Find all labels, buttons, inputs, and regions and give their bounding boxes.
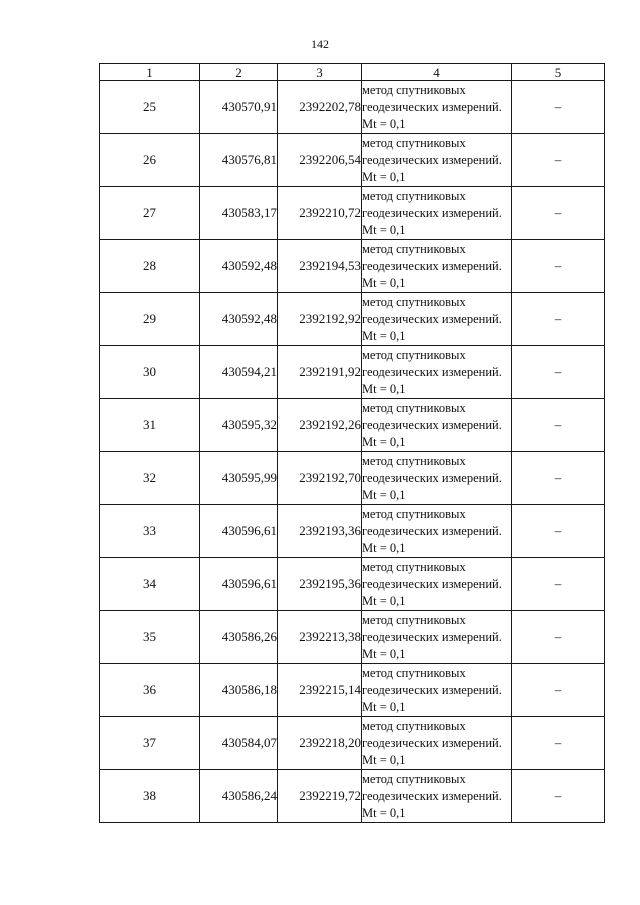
table-row xyxy=(100,770,605,823)
note-cell: – xyxy=(512,346,605,399)
y-coordinate-cell: 2392191,92 xyxy=(278,346,362,399)
x-coordinate-cell: 430595,99 xyxy=(200,452,278,505)
note-cell: – xyxy=(512,558,605,611)
table-row xyxy=(100,717,605,770)
header-row xyxy=(100,64,605,81)
x-coordinate-cell: 430586,26 xyxy=(200,611,278,664)
table-row xyxy=(100,664,605,717)
y-coordinate-cell: 2392193,36 xyxy=(278,505,362,558)
point-number-cell: 26 xyxy=(100,134,200,187)
note-cell: – xyxy=(512,717,605,770)
table-row xyxy=(100,399,605,452)
y-coordinate-cell: 2392192,26 xyxy=(278,399,362,452)
method-cell: метод спутниковых геодезических измерений. Mt = 0,1 xyxy=(362,293,512,346)
note-cell: – xyxy=(512,611,605,664)
y-coordinate-cell: 2392202,78 xyxy=(278,81,362,134)
y-coordinate-cell: 2392192,70 xyxy=(278,452,362,505)
y-coordinate-cell: 2392218,20 xyxy=(278,717,362,770)
table-row xyxy=(100,505,605,558)
point-number-cell: 25 xyxy=(100,81,200,134)
point-number-cell: 35 xyxy=(100,611,200,664)
x-coordinate-cell: 430586,18 xyxy=(200,664,278,717)
note-cell: – xyxy=(512,505,605,558)
point-number-cell: 33 xyxy=(100,505,200,558)
y-coordinate-cell: 2392213,38 xyxy=(278,611,362,664)
table-row xyxy=(100,452,605,505)
method-cell: метод спутниковых геодезических измерений. Mt = 0,1 xyxy=(362,452,512,505)
note-cell: – xyxy=(512,81,605,134)
method-cell: метод спутниковых геодезических измерений. Mt = 0,1 xyxy=(362,717,512,770)
point-number-cell: 29 xyxy=(100,293,200,346)
x-coordinate-cell: 430570,91 xyxy=(200,81,278,134)
method-cell: метод спутниковых геодезических измерений. Mt = 0,1 xyxy=(362,399,512,452)
point-number-cell: 34 xyxy=(100,558,200,611)
y-coordinate-cell: 2392195,36 xyxy=(278,558,362,611)
column-header-4: 4 xyxy=(362,64,512,81)
table-header xyxy=(100,64,605,81)
point-number-cell: 27 xyxy=(100,187,200,240)
method-cell: метод спутниковых геодезических измерений. Mt = 0,1 xyxy=(362,81,512,134)
point-number-cell: 32 xyxy=(100,452,200,505)
note-cell: – xyxy=(512,134,605,187)
method-cell: метод спутниковых геодезических измерений. Mt = 0,1 xyxy=(362,240,512,293)
note-cell: – xyxy=(512,664,605,717)
y-coordinate-cell: 2392194,53 xyxy=(278,240,362,293)
x-coordinate-cell: 430596,61 xyxy=(200,558,278,611)
note-cell: – xyxy=(512,187,605,240)
x-coordinate-cell: 430596,61 xyxy=(200,505,278,558)
note-cell: – xyxy=(512,399,605,452)
y-coordinate-cell: 2392192,92 xyxy=(278,293,362,346)
y-coordinate-cell: 2392206,54 xyxy=(278,134,362,187)
table-row xyxy=(100,134,605,187)
method-cell: метод спутниковых геодезических измерений. Mt = 0,1 xyxy=(362,134,512,187)
x-coordinate-cell: 430586,24 xyxy=(200,770,278,823)
method-cell: метод спутниковых геодезических измерений. Mt = 0,1 xyxy=(362,611,512,664)
method-cell: метод спутниковых геодезических измерений. Mt = 0,1 xyxy=(362,770,512,823)
x-coordinate-cell: 430583,17 xyxy=(200,187,278,240)
method-cell: метод спутниковых геодезических измерений. Mt = 0,1 xyxy=(362,505,512,558)
table-row xyxy=(100,611,605,664)
x-coordinate-cell: 430594,21 xyxy=(200,346,278,399)
note-cell: – xyxy=(512,240,605,293)
column-header-2: 2 xyxy=(200,64,278,81)
column-header-3: 3 xyxy=(278,64,362,81)
table-row xyxy=(100,240,605,293)
table-row xyxy=(100,558,605,611)
y-coordinate-cell: 2392215,14 xyxy=(278,664,362,717)
table-row xyxy=(100,81,605,134)
y-coordinate-cell: 2392219,72 xyxy=(278,770,362,823)
point-number-cell: 37 xyxy=(100,717,200,770)
table-row xyxy=(100,187,605,240)
note-cell: – xyxy=(512,293,605,346)
y-coordinate-cell: 2392210,72 xyxy=(278,187,362,240)
point-number-cell: 30 xyxy=(100,346,200,399)
note-cell: – xyxy=(512,452,605,505)
x-coordinate-cell: 430584,07 xyxy=(200,717,278,770)
method-cell: метод спутниковых геодезических измерений. Mt = 0,1 xyxy=(362,346,512,399)
x-coordinate-cell: 430592,48 xyxy=(200,240,278,293)
point-number-cell: 38 xyxy=(100,770,200,823)
point-number-cell: 28 xyxy=(100,240,200,293)
note-cell: – xyxy=(512,770,605,823)
column-header-5: 5 xyxy=(512,64,605,81)
coordinates-table xyxy=(99,63,605,823)
page-number: 142 xyxy=(311,37,329,51)
table-row xyxy=(100,346,605,399)
method-cell: метод спутниковых геодезических измерений. Mt = 0,1 xyxy=(362,664,512,717)
point-number-cell: 36 xyxy=(100,664,200,717)
table-body xyxy=(100,81,605,823)
x-coordinate-cell: 430595,32 xyxy=(200,399,278,452)
x-coordinate-cell: 430576,81 xyxy=(200,134,278,187)
x-coordinate-cell: 430592,48 xyxy=(200,293,278,346)
method-cell: метод спутниковых геодезических измерений. Mt = 0,1 xyxy=(362,558,512,611)
table-row xyxy=(100,293,605,346)
point-number-cell: 31 xyxy=(100,399,200,452)
method-cell: метод спутниковых геодезических измерений. Mt = 0,1 xyxy=(362,187,512,240)
column-header-1: 1 xyxy=(100,64,200,81)
